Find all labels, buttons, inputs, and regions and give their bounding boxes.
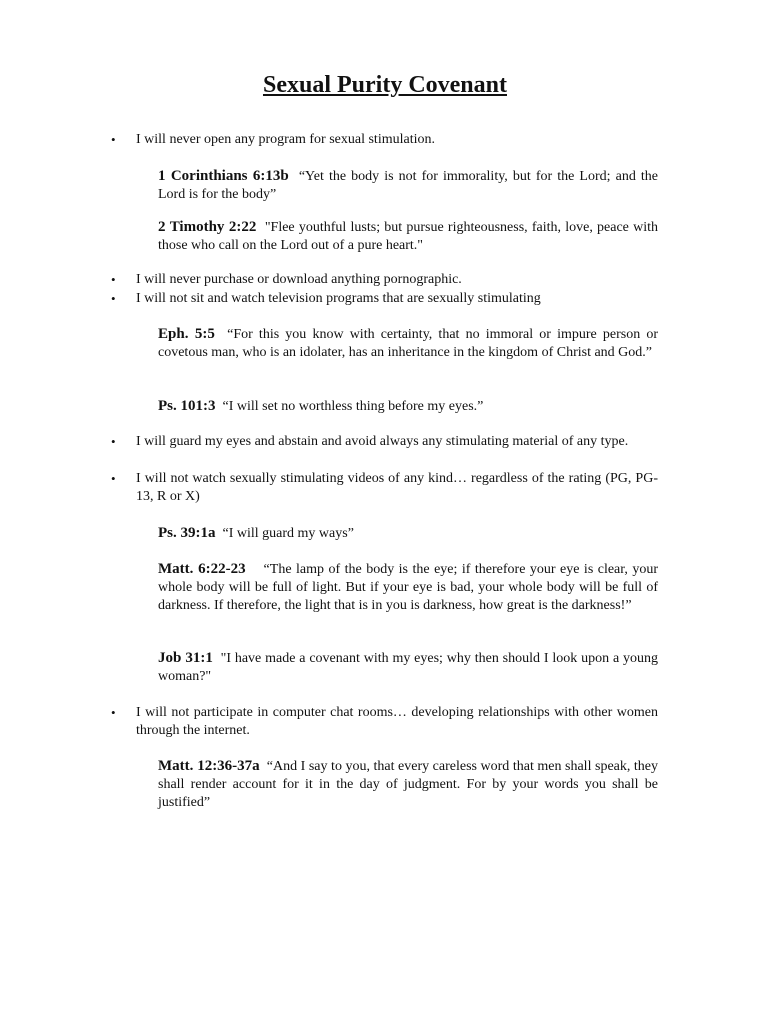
scripture-text: "I have made a covenant with my eyes; why then should I look upon a young woman?"	[158, 651, 658, 684]
scripture-text: “For this you know with certainty, that no immoral or impure person or covetous man, who is an idolater, has an inheritance in the kingdom of Christ and God.”	[158, 327, 659, 360]
scripture-verse	[158, 560, 658, 615]
scripture-verse	[158, 649, 658, 686]
scripture-reference: 1 Corinthians 6:13b	[158, 168, 289, 184]
scripture-text: “I will guard my ways”	[222, 526, 354, 541]
scripture-reference: Eph. 5:5	[158, 326, 215, 342]
bullet-text: I will guard my eyes and abstain and avoid always any stimulating material of any type.	[136, 434, 629, 449]
covenant-bullet	[136, 271, 658, 289]
bullet-text: I will not participate in computer chat rooms… developing relationships with other women through the internet.	[136, 705, 658, 738]
scripture-text: "Flee youthful lusts; but pursue righteousness, faith, love, peace with those who call on the Lord out of a pure heart."	[158, 220, 658, 253]
scripture-verse	[158, 325, 658, 362]
bullet-text: I will not watch sexually stimulating videos of any kind… regardless of the rating (PG, PG-13, R or X)	[136, 471, 658, 504]
bullet-text: I will not sit and watch television programs that are sexually stimulating	[136, 291, 541, 306]
scripture-text: “The lamp of the body is the eye; if therefore your eye is clear, your whole body will be full of light. But if your eye is bad, your whole body will be full of darkness. If therefore, the light that is in you is darkness, how great is the darkness!”	[158, 562, 659, 613]
covenant-bullet	[136, 470, 658, 506]
covenant-bullet	[136, 131, 658, 149]
scripture-text: “And I say to you, that every careless word that men shall speak, they shall render account for it in the day of judgment. For by your words you shall be justified”	[158, 759, 659, 810]
scripture-verse	[158, 757, 658, 812]
covenant-bullet	[136, 433, 658, 451]
scripture-reference: Ps. 39:1a	[158, 525, 216, 541]
scripture-reference: Matt. 12:36-37a	[158, 758, 260, 774]
scripture-reference: Ps. 101:3	[158, 398, 216, 414]
scripture-text: “Yet the body is not for immorality, but for the Lord; and the Lord is for the body”	[158, 169, 658, 202]
scripture-text: “I will set no worthless thing before my eyes.”	[222, 399, 484, 414]
scripture-verse	[158, 397, 658, 416]
scripture-reference: Matt. 6:22-23	[158, 561, 246, 577]
bullet-text: I will never open any program for sexual stimulation.	[136, 132, 435, 147]
covenant-bullet	[136, 704, 658, 740]
bullet-text: I will never purchase or download anything pornographic.	[136, 272, 462, 287]
page-title: Sexual Purity Covenant	[262, 72, 507, 98]
scripture-verse	[158, 218, 658, 255]
covenant-bullet	[136, 290, 658, 308]
scripture-reference: 2 Timothy 2:22	[158, 219, 257, 235]
scripture-verse	[158, 167, 658, 204]
scripture-verse	[158, 524, 658, 543]
scripture-reference: Job 31:1	[158, 650, 213, 666]
